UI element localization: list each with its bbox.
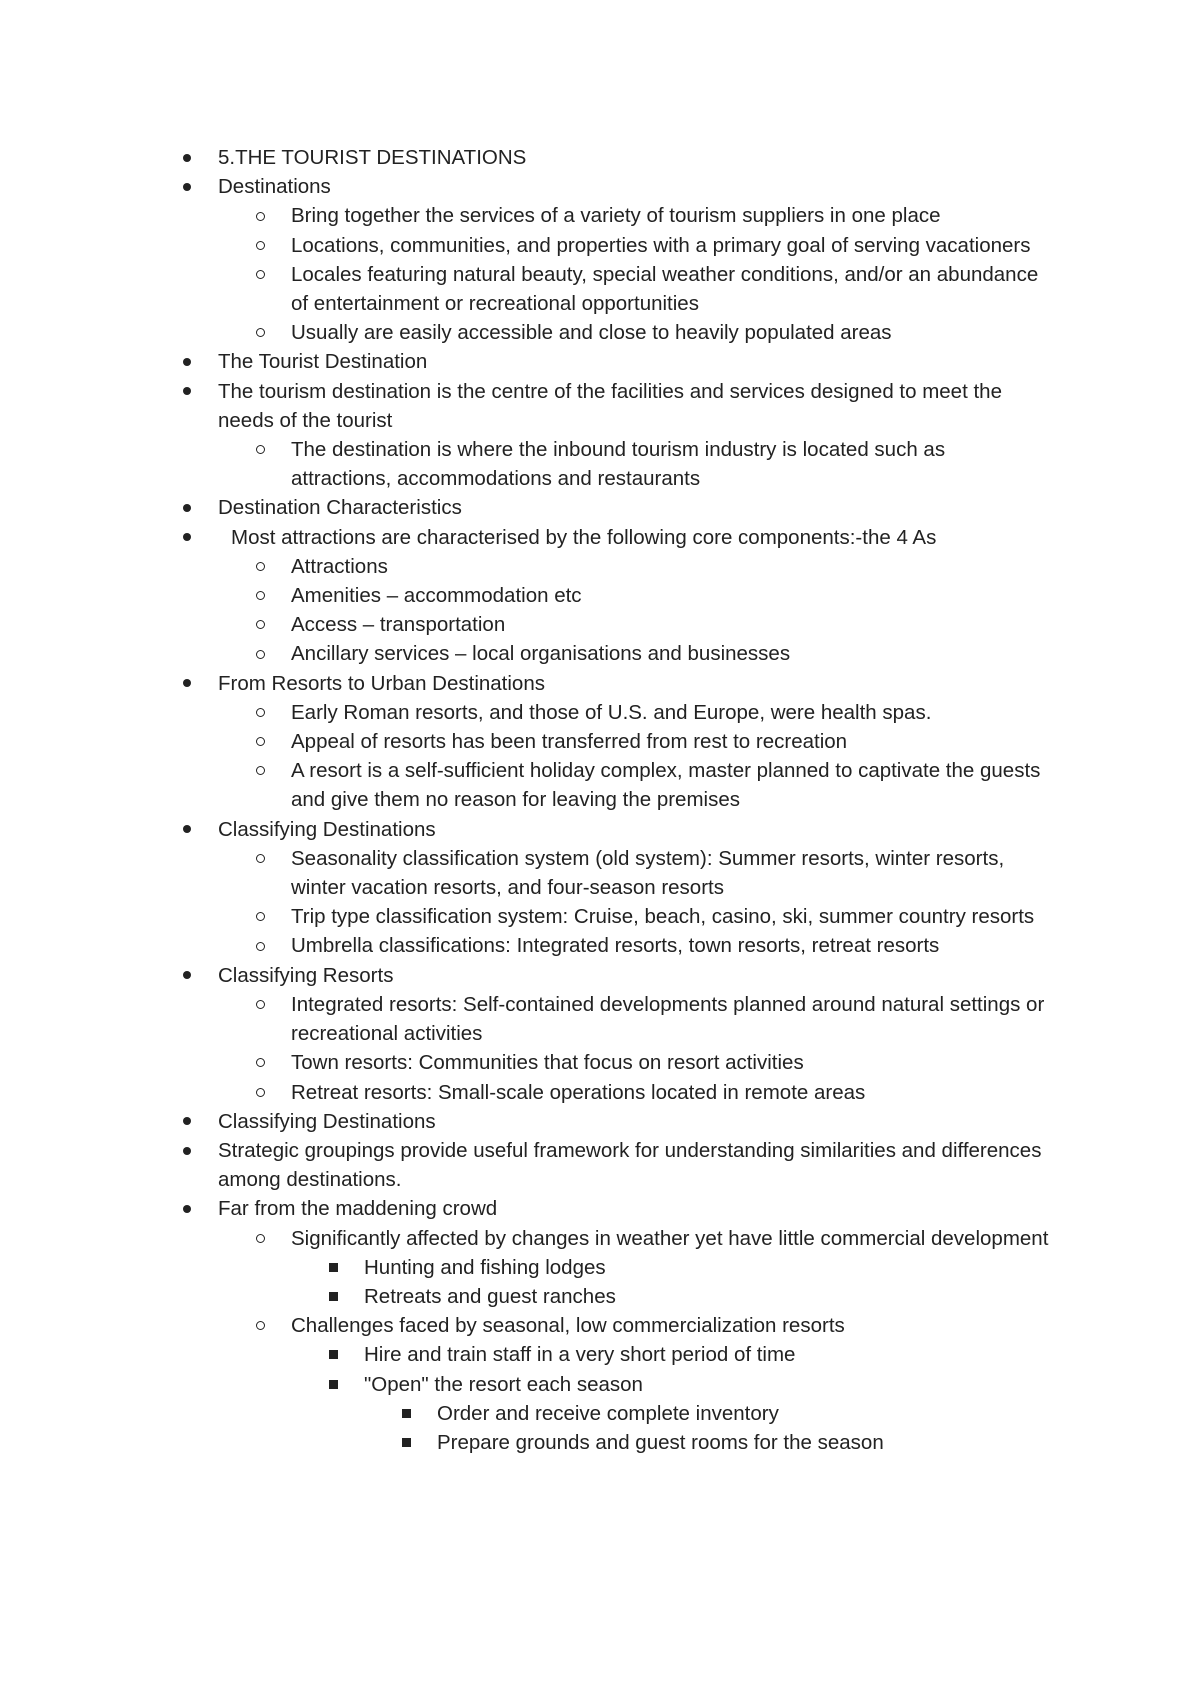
list-item-level-1: [0, 902, 1200, 931]
list-item-text: Classifying Resorts: [218, 963, 394, 987]
list-item-level-1: [0, 231, 1200, 260]
circle-bullet-icon: [252, 756, 268, 785]
disc-bullet-icon: [179, 669, 195, 698]
list-item-text: From Resorts to Urban Destinations: [218, 671, 545, 695]
list-item-text: Amenities – accommodation etc: [291, 584, 582, 608]
list-item-level-1: [0, 318, 1200, 347]
list-item-text: Bring together the services of a variety of tourism suppliers in one place: [291, 204, 941, 228]
list-item-level-1: [0, 698, 1200, 727]
list-item-text: Significantly affected by changes in weather yet have little commercial development: [291, 1226, 1049, 1250]
list-item-level-0: [0, 1136, 1200, 1194]
list-item-level-1: [0, 260, 1200, 318]
disc-bullet-icon: [179, 1107, 195, 1136]
circle-bullet-icon: [252, 698, 268, 727]
square-bullet-icon: [398, 1399, 414, 1428]
list-item-text: Integrated resorts: Self-contained developments planned around natural settings or recreational activities: [291, 992, 1045, 1046]
list-item-level-1: [0, 639, 1200, 668]
circle-bullet-icon: [252, 581, 268, 610]
circle-bullet-icon: [252, 435, 268, 464]
list-item-text: Seasonality classification system (old system): Summer resorts, winter resorts, winter vacation resorts, and four-season resorts: [291, 846, 1005, 900]
circle-bullet-icon: [252, 1078, 268, 1107]
circle-bullet-icon: [252, 902, 268, 931]
square-bullet-icon: [325, 1253, 341, 1282]
list-item-level-0: [0, 143, 1200, 172]
bullet-outline: [0, 143, 1200, 1457]
disc-bullet-icon: [179, 523, 195, 552]
list-item-text: Access – transportation: [291, 613, 506, 637]
circle-bullet-icon: [252, 990, 268, 1019]
disc-bullet-icon: [179, 493, 195, 522]
list-item-text: Strategic groupings provide useful framework for understanding similarities and differences among destinations.: [218, 1138, 1042, 1192]
list-item-level-2: [0, 1253, 1200, 1282]
circle-bullet-icon: [252, 1224, 268, 1253]
square-bullet-icon: [325, 1282, 341, 1311]
list-item-text: Attractions: [291, 554, 388, 578]
circle-bullet-icon: [252, 318, 268, 347]
circle-bullet-icon: [252, 260, 268, 289]
list-item-text: Appeal of resorts has been transferred from rest to recreation: [291, 730, 848, 754]
list-item-level-2: [0, 1282, 1200, 1311]
list-item-level-0: [0, 172, 1200, 201]
list-item-text: Locations, communities, and properties with a primary goal of serving vacationers: [291, 233, 1031, 257]
list-item-level-0: [0, 523, 1200, 552]
list-item-text: Far from the maddening crowd: [218, 1197, 498, 1221]
circle-bullet-icon: [252, 727, 268, 756]
list-item-text: Ancillary services – local organisations and businesses: [291, 642, 791, 666]
disc-bullet-icon: [179, 1194, 195, 1223]
list-item-text: Most attractions are characterised by the following core components:-the 4 As: [231, 525, 937, 549]
square-bullet-icon: [398, 1428, 414, 1457]
list-item-level-1: [0, 1078, 1200, 1107]
list-item-level-1: [0, 201, 1200, 230]
list-item-level-0: [0, 493, 1200, 522]
list-item-text: Classifying Destinations: [218, 1109, 436, 1133]
list-item-level-3: [0, 1428, 1200, 1457]
circle-bullet-icon: [252, 610, 268, 639]
disc-bullet-icon: [179, 172, 195, 201]
list-item-level-1: [0, 552, 1200, 581]
square-bullet-icon: [325, 1340, 341, 1369]
list-item-text: Locales featuring natural beauty, special weather conditions, and/or an abundance of entertainment or recreational opportunities: [291, 262, 1039, 316]
list-item-level-0: [0, 377, 1200, 435]
list-item-text: A resort is a self-sufficient holiday complex, master planned to captivate the guests and give them no reason for leaving the premises: [291, 759, 1041, 812]
list-item-level-1: [0, 990, 1200, 1048]
list-item-level-1: [0, 610, 1200, 639]
circle-bullet-icon: [252, 1311, 268, 1340]
list-item-text: 5.THE TOURIST DESTINATIONS: [218, 146, 527, 169]
circle-bullet-icon: [252, 844, 268, 873]
list-item-text: Hire and train staff in a very short period of time: [364, 1343, 796, 1367]
disc-bullet-icon: [179, 1136, 195, 1165]
circle-bullet-icon: [252, 931, 268, 960]
list-item-level-1: [0, 1311, 1200, 1340]
list-item-level-1: [0, 727, 1200, 756]
list-item-text: Destinations: [218, 175, 331, 199]
list-item-text: Town resorts: Communities that focus on resort activities: [291, 1051, 804, 1075]
disc-bullet-icon: [179, 347, 195, 376]
circle-bullet-icon: [252, 639, 268, 668]
list-item-level-1: [0, 435, 1200, 493]
circle-bullet-icon: [252, 201, 268, 230]
list-item-text: Hunting and fishing lodges: [364, 1255, 606, 1279]
disc-bullet-icon: [179, 377, 195, 406]
list-item-level-2: [0, 1370, 1200, 1399]
disc-bullet-icon: [179, 961, 195, 990]
list-item-level-1: [0, 931, 1200, 960]
circle-bullet-icon: [252, 1048, 268, 1077]
list-item-level-1: [0, 756, 1200, 814]
list-item-level-0: [0, 1194, 1200, 1223]
list-item-text: Umbrella classifications: Integrated resorts, town resorts, retreat resorts: [291, 934, 940, 958]
list-item-text: Classifying Destinations: [218, 817, 436, 841]
circle-bullet-icon: [252, 231, 268, 260]
list-item-text: "Open" the resort each season: [364, 1372, 643, 1396]
list-item-level-0: [0, 815, 1200, 844]
list-item-text: The Tourist Destination: [218, 350, 428, 374]
list-item-level-2: [0, 1340, 1200, 1369]
square-bullet-icon: [325, 1370, 341, 1399]
list-item-level-3: [0, 1399, 1200, 1428]
list-item-text: Early Roman resorts, and those of U.S. and Europe, were health spas.: [291, 700, 932, 724]
list-item-text: Retreat resorts: Small-scale operations located in remote areas: [291, 1080, 866, 1104]
list-item-text: The destination is where the inbound tourism industry is located such as attractions, accommodations and restaurants: [291, 438, 946, 491]
list-item-text: Order and receive complete inventory: [437, 1401, 779, 1425]
list-item-level-1: [0, 581, 1200, 610]
list-item-text: Usually are easily accessible and close to heavily populated areas: [291, 321, 892, 345]
list-item-level-1: [0, 844, 1200, 902]
list-item-level-0: [0, 669, 1200, 698]
circle-bullet-icon: [252, 552, 268, 581]
list-item-text: The tourism destination is the centre of the facilities and services designed to meet the needs of the tourist: [218, 379, 1002, 432]
list-item-text: Destination Characteristics: [218, 496, 462, 520]
list-item-level-0: [0, 961, 1200, 990]
list-item-text: Challenges faced by seasonal, low commercialization resorts: [291, 1314, 845, 1338]
list-item-level-1: [0, 1048, 1200, 1077]
list-item-text: Trip type classification system: Cruise, beach, casino, ski, summer country resorts: [291, 905, 1035, 929]
disc-bullet-icon: [179, 143, 195, 172]
disc-bullet-icon: [179, 815, 195, 844]
list-item-text: Retreats and guest ranches: [364, 1284, 616, 1308]
list-item-level-0: [0, 1107, 1200, 1136]
list-item-text: Prepare grounds and guest rooms for the season: [437, 1430, 884, 1454]
list-item-level-0: [0, 347, 1200, 376]
list-item-level-1: [0, 1224, 1200, 1253]
